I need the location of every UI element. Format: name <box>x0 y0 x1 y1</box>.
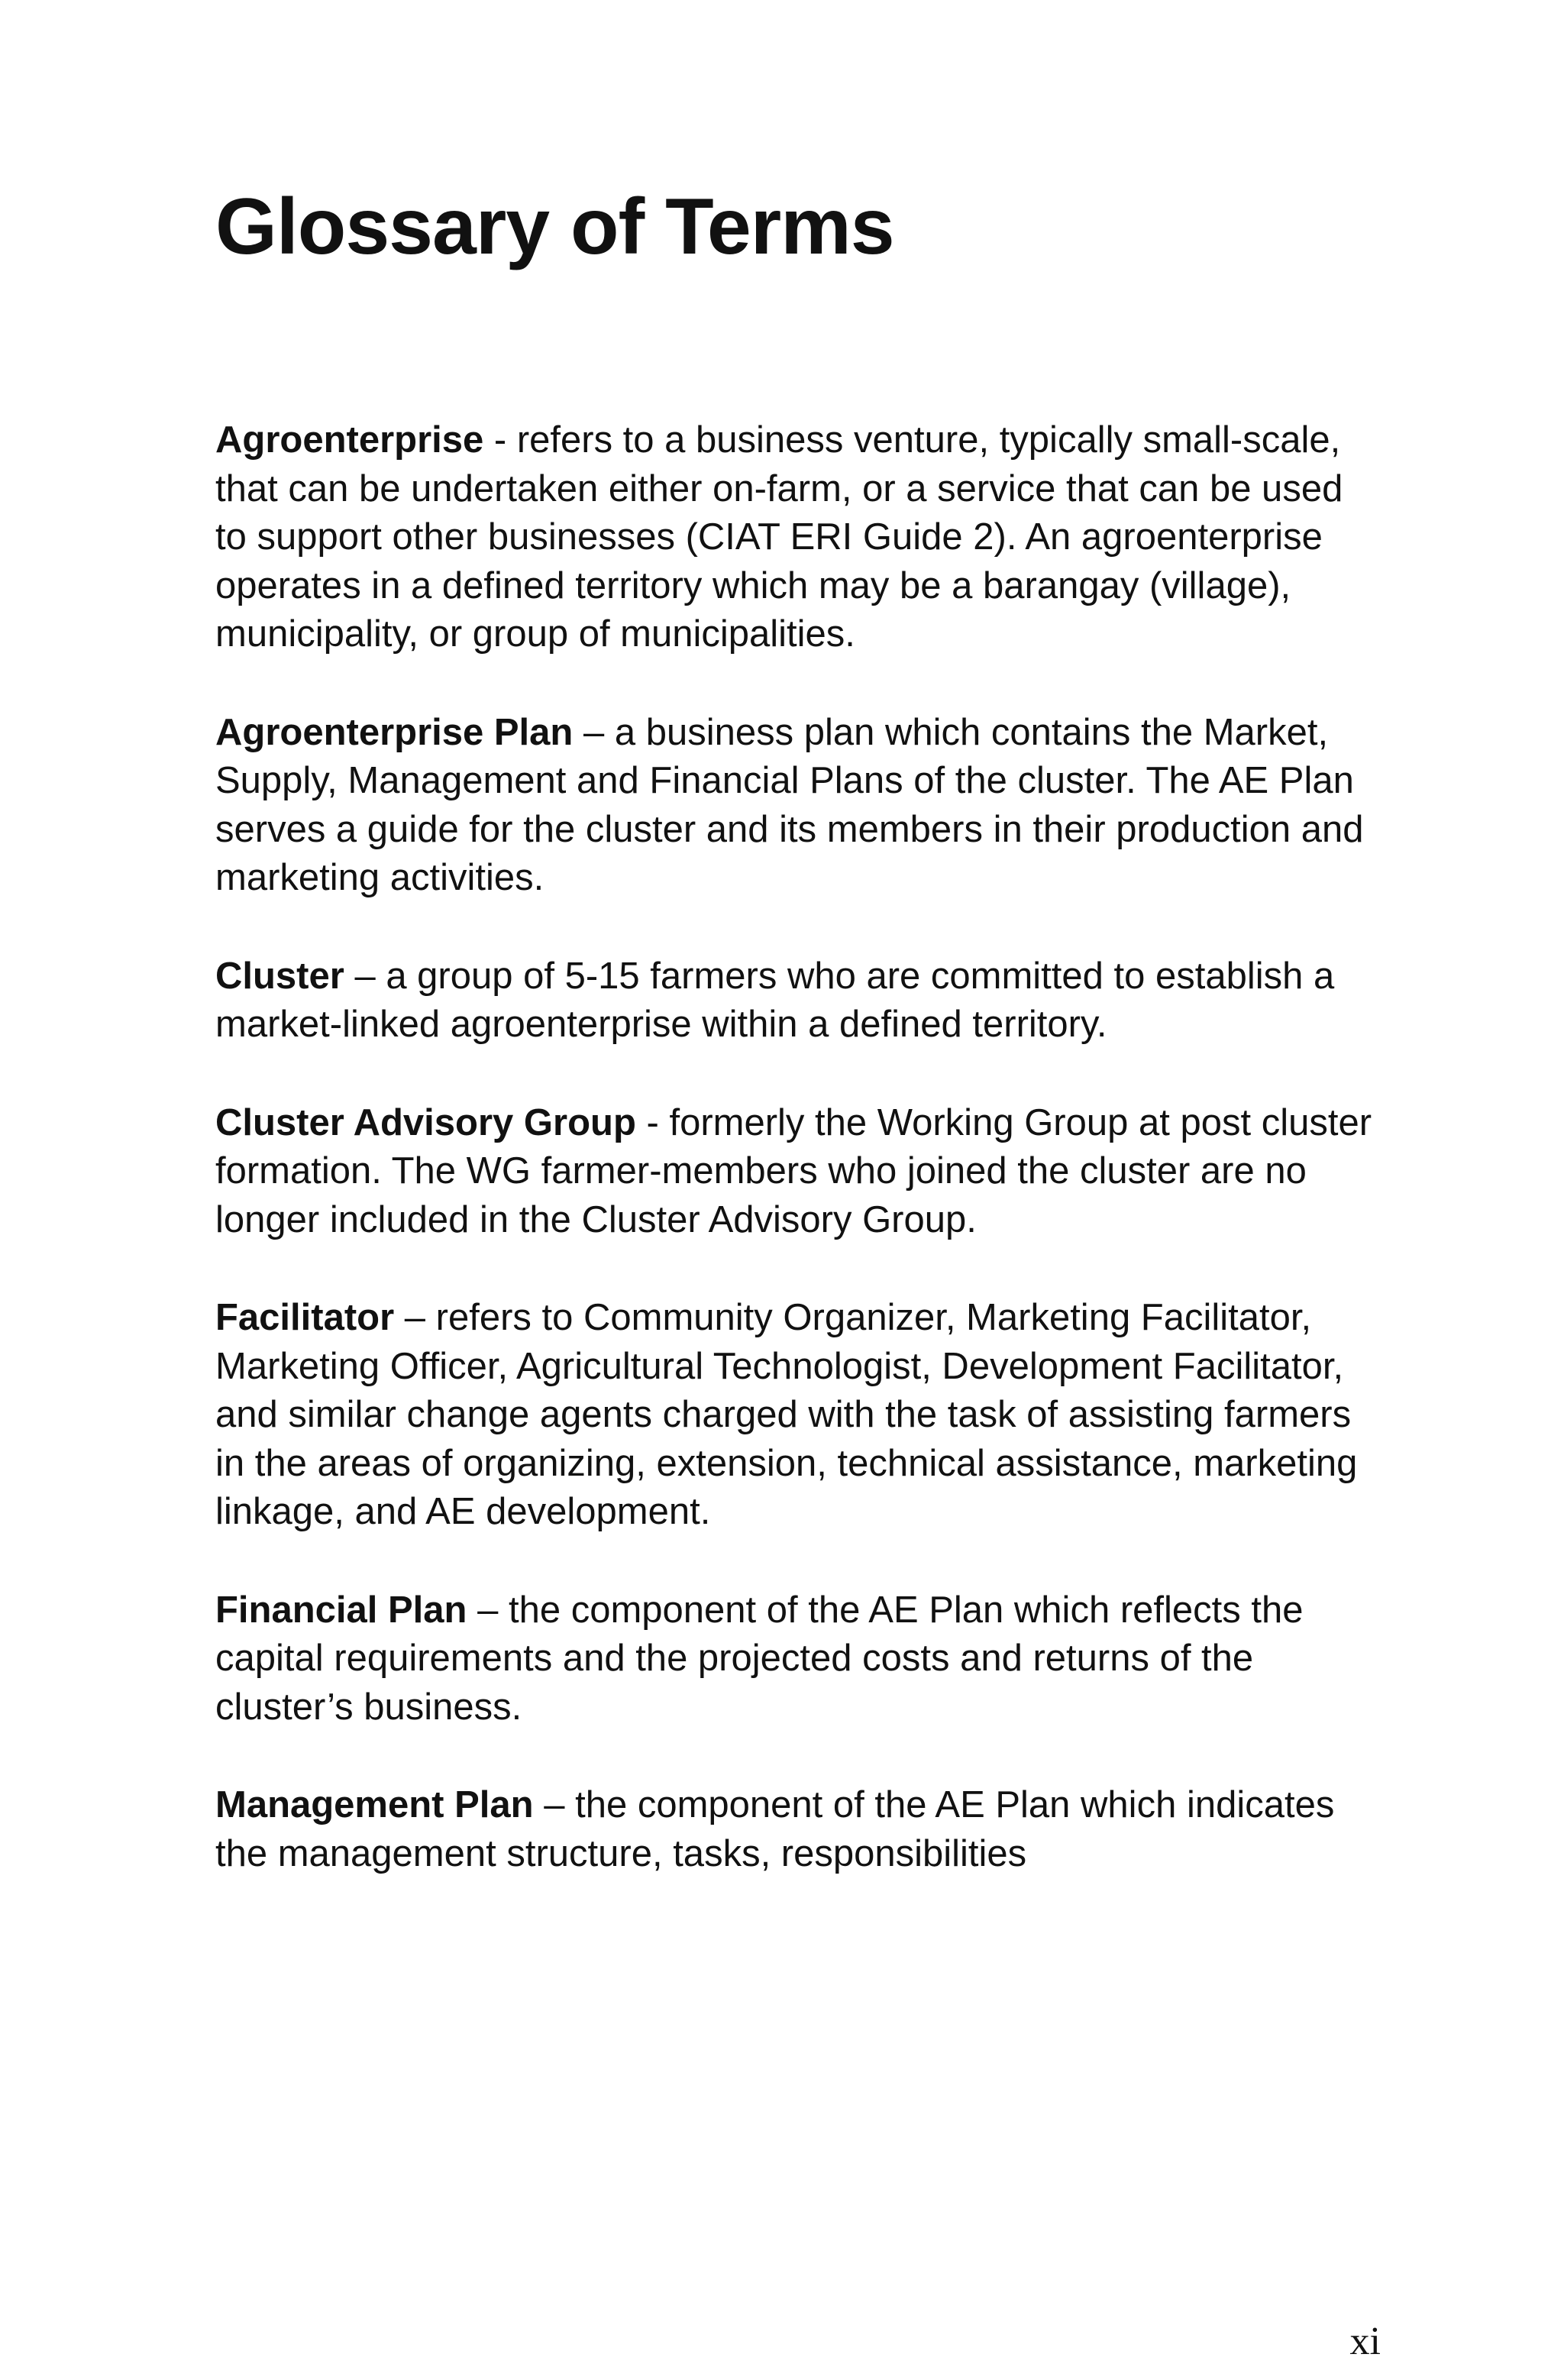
glossary-entry-agroenterprise <box>215 416 1384 659</box>
glossary-definition: the component of the AE Plan which indicates the management structure, tasks, responsibilities <box>215 1784 1335 1874</box>
glossary-entry-cluster-advisory-group <box>215 1099 1384 1245</box>
glossary-term: Agroenterprise <box>215 419 484 461</box>
glossary-definition: formerly the Working Group at post cluster formation. The WG farmer-members who joined the cluster are no longer included in the Cluster Advisory Group. <box>215 1101 1372 1240</box>
glossary-entry-financial-plan <box>215 1586 1384 1732</box>
term-separator: - <box>635 1101 670 1143</box>
term-separator: – <box>394 1297 436 1338</box>
glossary-entry-cluster <box>215 952 1384 1049</box>
term-separator: – <box>573 711 615 753</box>
glossary-entry-facilitator <box>215 1294 1384 1537</box>
glossary-term: Facilitator <box>215 1297 395 1338</box>
term-separator: – <box>344 955 386 997</box>
page-title: Glossary of Terms <box>215 183 894 271</box>
glossary-entry-agroenterprise-plan <box>215 709 1384 903</box>
glossary-definition: the component of the AE Plan which reflects the capital requirements and the projected costs and returns of the cluster’s business. <box>215 1589 1304 1728</box>
glossary-definition: refers to Community Organizer, Marketing Facilitator, Marketing Officer, Agricultural Technologist, Development Facilitator, and similar change agents charged with the task of assisting farmers in the areas of organizing, extension, technical assistance, marketing linkage, and AE development. <box>215 1297 1358 1532</box>
glossary-term: Agroenterprise Plan <box>215 711 574 753</box>
glossary-list <box>215 416 1384 1928</box>
glossary-definition: a group of 5-15 farmers who are committed to establish a market-linked agroenterprise within a defined territory. <box>215 955 1335 1045</box>
glossary-entry-management-plan <box>215 1781 1384 1878</box>
glossary-definition: refers to a business venture, typically small-scale, that can be undertaken either on-farm, or a service that can be used to support other businesses (CIAT ERI Guide 2). An agroenterprise operates in a defined territory which may be a barangay (village), municipality, or group of municipalities. <box>215 419 1343 655</box>
term-separator: - <box>483 419 517 461</box>
glossary-definition: a business plan which contains the Market, Supply, Management and Financial Plans of the cluster. The AE Plan serves a guide for the cluster and its members in their production and marketing activities. <box>215 711 1364 898</box>
term-separator: – <box>533 1784 576 1825</box>
glossary-term: Cluster <box>215 955 344 997</box>
glossary-term: Financial Plan <box>215 1589 467 1631</box>
term-separator: – <box>467 1589 509 1631</box>
page-number: xi <box>1349 2320 1381 2363</box>
glossary-term: Management Plan <box>215 1784 534 1825</box>
glossary-term: Cluster Advisory Group <box>215 1101 636 1143</box>
